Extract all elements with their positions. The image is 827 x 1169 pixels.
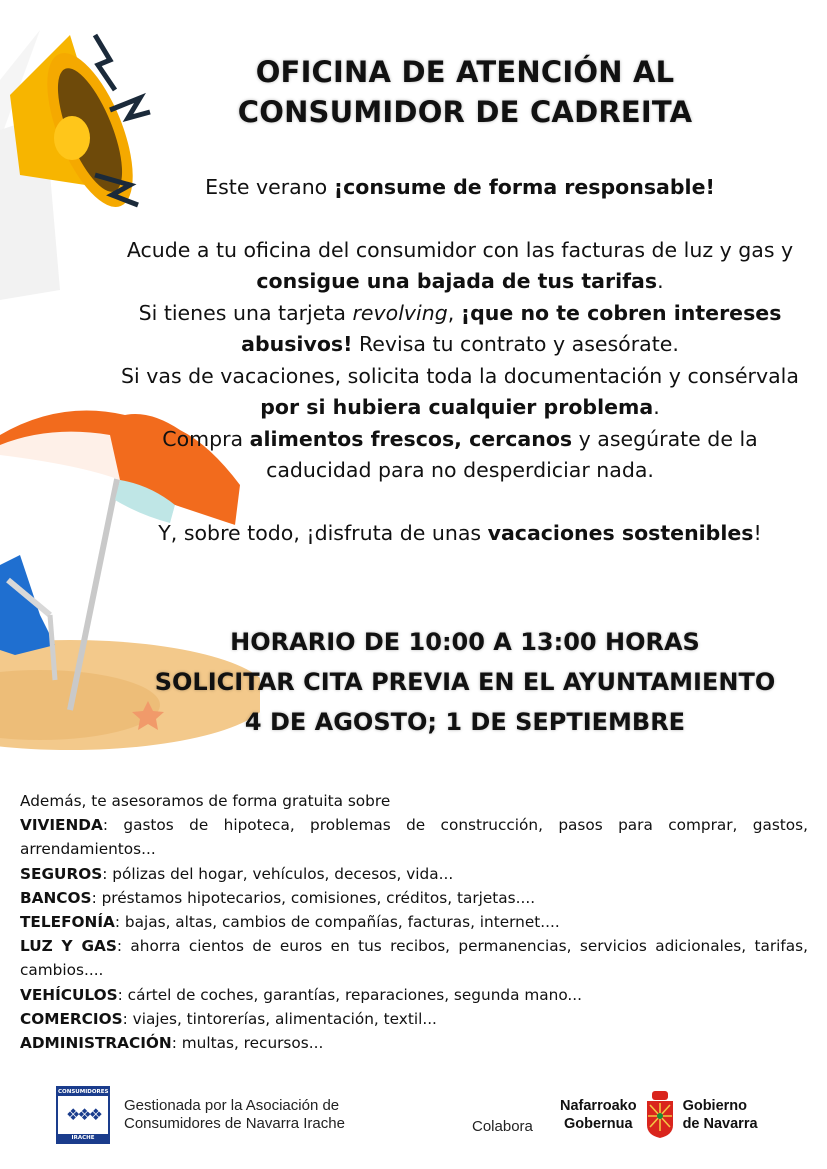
paragraph-energy: Acude a tu oficina del consumidor con las facturas de luz y gas y consigue una bajada de tus tarifas. [126,237,794,293]
irache-logo: CONSUMIDORES ❖❖❖ IRACHE [56,1086,110,1144]
list-item: BANCOS: préstamos hipotecarios, comisiones, créditos, tarjetas.... [20,888,536,907]
managed-by-text: Gestionada por la Asociación de Consumidores de Navarra Irache [124,1097,345,1132]
list-item: SEGUROS: pólizas del hogar, vehículos, decesos, vida... [20,864,454,883]
paragraph-vacations: Si vas de vacaciones, solicita toda la documentación y consérvala por si hubiera cualquier problema. [121,363,799,419]
list-item: LUZ Y GAS: ahorra cientos de euros en tus recibos, permanencias, servicios adicionales, tarifas, cambios.... [20,937,808,980]
schedule-dates: 4 DE AGOSTO; 1 DE SEPTIEMBRE [244,708,686,736]
paragraph-revolving: Si tienes una tarjeta revolving, ¡que no te cobren intereses abusivos! Revisa tu contrato y asesórate. [138,300,782,356]
schedule-block [105,622,825,742]
schedule-hours: HORARIO DE 10:00 A 13:00 HORAS [230,628,700,656]
list-item: TELEFONÍA: bajas, altas, cambios de compañías, facturas, internet.... [20,913,560,932]
gobierno-navarra-logo: Nafarroako Gobernua Gobierno de Navarra [560,1091,758,1139]
paragraph-food: Compra alimentos frescos, cercanos y asegúrate de la caducidad para no desperdiciar nada. [162,426,758,482]
navarra-shield-icon [645,1091,675,1139]
list-item: COMERCIOS: viajes, tintorerías, alimentación, textil... [20,1009,437,1028]
schedule-appointment: SOLICITAR CITA PREVIA EN EL AYUNTAMIENTO [154,668,776,696]
collaborates-label: Colabora [472,1118,533,1135]
services-intro: Además, te asesoramos de forma gratuita sobre [20,792,391,810]
paragraph-enjoy: Y, sobre todo, ¡disfruta de unas vacaciones sostenibles! [158,520,762,545]
list-item: ADMINISTRACIÓN: multas, recursos... [20,1034,324,1053]
services-list [20,789,808,1055]
list-item: VIVIENDA: gastos de hipoteca, problemas de construcción, pasos para comprar, gastos, arrendamientos... [20,816,808,859]
intro-text [110,172,810,549]
list-item: VEHÍCULOS: cártel de coches, garantías, reparaciones, segunda mano... [20,985,582,1004]
page-title: OFICINA DE ATENCIÓN AL CONSUMIDOR DE CADREITA [237,55,693,129]
footer-association [56,1086,345,1144]
tagline: Este verano ¡consume de forma responsable! [205,175,715,199]
